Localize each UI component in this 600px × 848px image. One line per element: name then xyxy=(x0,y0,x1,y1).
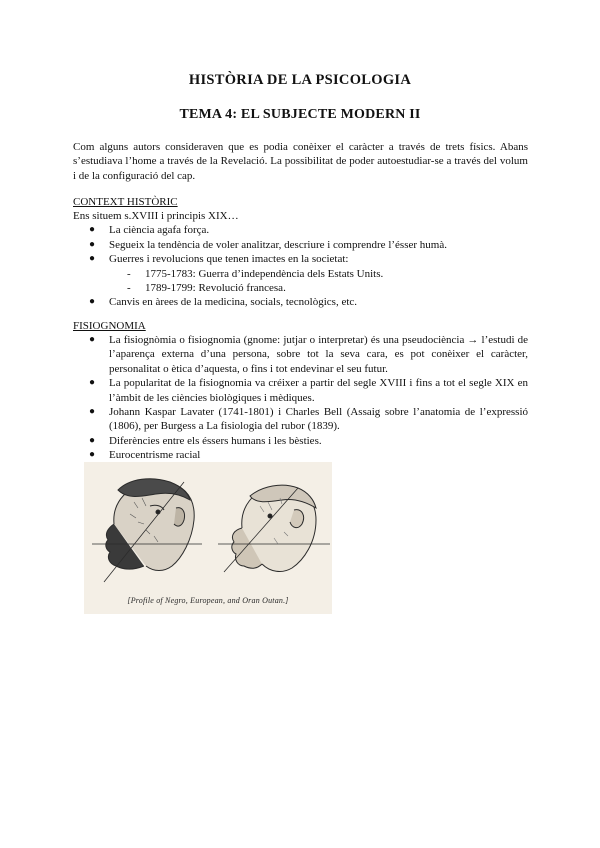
list-item: ● Canvis en àrees de la medicina, socials, tecnològics, etc. xyxy=(89,296,358,309)
bullet-icon: ● xyxy=(89,238,96,250)
bullet-icon: ● xyxy=(89,449,96,461)
bullet-icon: ● xyxy=(89,434,96,446)
section-context xyxy=(73,195,528,310)
list-item: ● Johann Kaspar Lavater (1741-1801) i Charles Bell (Assaig sobre l’anatomia de l’expressió (1806), per Burgess a La fisiologia del rubor (1839). xyxy=(89,406,528,433)
section-heading-fisiognomia: FISIOGNOMIA xyxy=(73,320,146,332)
right-profile xyxy=(218,485,330,572)
list-item: ● Segueix la tendència de voler analitzar, descriure i comprendre l’ésser humà. xyxy=(89,238,447,251)
bullet-list-context xyxy=(73,223,528,309)
document-subtitle: TEMA 4: EL SUBJECTE MODERN II xyxy=(179,107,421,122)
profile-illustration xyxy=(84,462,332,614)
bullet-icon: ● xyxy=(89,224,96,236)
dash-icon: - xyxy=(127,267,131,280)
bullet-icon: ● xyxy=(89,334,96,345)
bullet-icon: ● xyxy=(89,406,96,418)
bullet-icon: ● xyxy=(89,253,96,265)
sub-list-wars xyxy=(73,267,528,296)
bullet-list-fisiognomia xyxy=(73,333,528,463)
sub-list-item: - 1775-1783: Guerra d’independència dels Estats Units. xyxy=(127,267,384,280)
document-title: HISTÒRIA DE LA PSICOLOGIA xyxy=(188,72,412,88)
dash-icon: - xyxy=(127,282,131,295)
section-lead: Ens situem s.XVIII i principis XIX… xyxy=(73,210,239,222)
list-item: ● La ciència agafa força. xyxy=(89,224,210,237)
section-fisiognomia xyxy=(73,319,528,463)
list-item: ● Guerres i revolucions que tenen imactes en la societat: - 1775-1783: Guerra d’independència dels Estats Units. - 1789-1799: Revolució francesa. xyxy=(73,252,528,295)
list-item: ● La fisiognòmia o fisiognomia (gnome: jutjar o interpretar) és una pseudociència → l’estudi de l’aparença externa d’una persona, sobre tot la seva cara, es pot conèixer el caràcter, personalitat o ètica d’aquesta, o fins i tot endevinar el seu futur. xyxy=(89,334,528,375)
list-item: ● Diferències entre els éssers humans i les bèsties. xyxy=(89,434,322,447)
section-heading-context: CONTEXT HISTÒRIC xyxy=(73,196,178,208)
list-item: ● La popularitat de la fisiognomia va créixer a partir del segle XVIII i fins a tot el segle XIX en l’àmbit de les ciències biològiques i mèdiques. xyxy=(89,377,528,404)
bullet-icon: ● xyxy=(89,377,96,389)
left-profile xyxy=(92,479,202,582)
intro-paragraph: Com alguns autors consideraven que es podia conèixer el caràcter a través de trets físics. Abans s’estudiava l’home a través de la Revelació. La possibilitat de poder autoestudiar-se a través del volum i de la configuració del cap. xyxy=(73,141,528,182)
bullet-icon: ● xyxy=(89,296,96,308)
profile-engraving-image xyxy=(84,462,332,614)
list-item: ● Eurocentrisme racial xyxy=(89,449,201,462)
sub-list-item: - 1789-1799: Revolució francesa. xyxy=(127,282,286,295)
figure-caption: [Profile of Negro, European, and Oran Outan.] xyxy=(127,596,289,605)
